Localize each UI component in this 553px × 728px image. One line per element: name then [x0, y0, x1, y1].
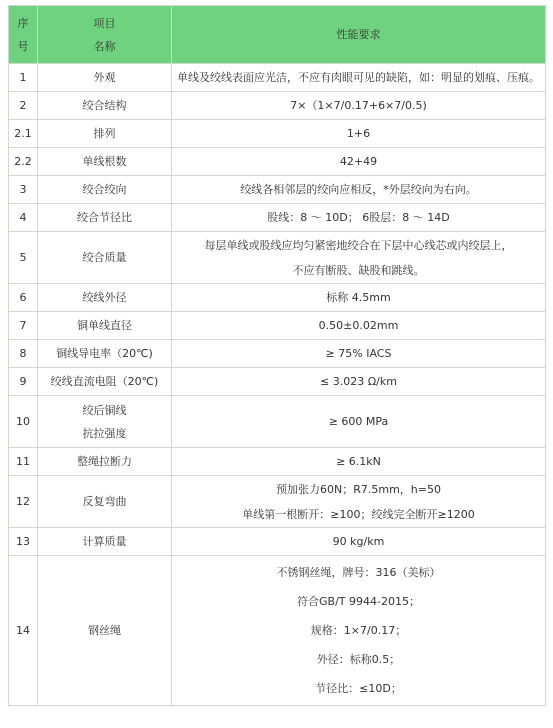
- row-requirement-line: 绞线各相邻层的绞向应相反，*外层绞向为右向。: [240, 183, 477, 196]
- table-body: [9, 64, 546, 706]
- row-requirement-line: 节径比：≤10D；: [315, 682, 402, 695]
- row-item-line: 绞合结构: [82, 99, 127, 112]
- row-requirement-line: 90 kg/km: [332, 535, 385, 548]
- row-requirement-line: ≤ 3.023 Ω/km: [320, 375, 397, 388]
- row-item: [38, 556, 172, 706]
- row-requirement: [172, 448, 546, 476]
- row-item: [38, 448, 172, 476]
- table-row: [9, 448, 546, 476]
- row-item: [38, 312, 172, 340]
- spec-table: [8, 5, 546, 706]
- table-row: [9, 232, 546, 284]
- row-index: 5: [9, 232, 38, 284]
- row-requirement: [172, 396, 546, 448]
- row-item-line: 绞后铜线: [82, 403, 127, 417]
- row-item: [38, 148, 172, 176]
- row-requirement-line: 标称 4.5mm: [326, 291, 391, 304]
- row-index: 11: [9, 448, 38, 476]
- table-row: [9, 176, 546, 204]
- row-requirement-line: 符合GB/T 9944-2015；: [297, 595, 420, 608]
- table-row: [9, 92, 546, 120]
- row-requirement-line: 外径：标称0.5；: [316, 653, 401, 666]
- row-index: 6: [9, 284, 38, 312]
- row-item-line: 单线根数: [82, 155, 127, 168]
- table-row: [9, 120, 546, 148]
- table-row: [9, 148, 546, 176]
- table-row: [9, 312, 546, 340]
- header-index: [9, 6, 38, 64]
- table-row: [9, 368, 546, 396]
- row-index: 9: [9, 368, 38, 396]
- table-row: [9, 340, 546, 368]
- row-index: 4: [9, 204, 38, 232]
- row-index: 7: [9, 312, 38, 340]
- row-index: 14: [9, 556, 38, 706]
- row-requirement: [172, 340, 546, 368]
- row-requirement-line: 不应有断股、缺股和跳线。: [292, 263, 425, 277]
- row-requirement-line: ≥ 75% IACS: [325, 347, 392, 360]
- row-item-line: 绞线外径: [82, 291, 127, 304]
- row-requirement-line: 单线及绞线表面应光洁，不应有肉眼可见的缺陷，如：明显的划痕、压痕。: [177, 71, 540, 84]
- row-requirement-line: 股线：8 ～ 10D； 6股层：8 ～ 14D: [267, 211, 450, 224]
- row-requirement-line: 规格：1×7/0.17；: [310, 624, 407, 637]
- header-item-line: 项目: [93, 16, 116, 30]
- row-item: [38, 528, 172, 556]
- table-row: [9, 284, 546, 312]
- row-item: [38, 284, 172, 312]
- row-item-line: 抗拉强度: [82, 426, 127, 440]
- header-item-line: 名称: [93, 39, 116, 53]
- header-index-line: 序: [17, 16, 29, 30]
- row-index: 13: [9, 528, 38, 556]
- row-requirement-line: 单线第一根断开：≥100；绞线完全断开≥1200: [242, 507, 475, 521]
- row-requirement: [172, 92, 546, 120]
- row-requirement-line: 1+6: [346, 127, 371, 140]
- row-item-line: 绞合绞向: [82, 183, 127, 196]
- row-item: [38, 476, 172, 528]
- row-index: 3: [9, 176, 38, 204]
- row-index: 12: [9, 476, 38, 528]
- row-requirement: [172, 368, 546, 396]
- row-item: [38, 396, 172, 448]
- row-item-line: 反复弯曲: [82, 495, 127, 508]
- row-item: [38, 368, 172, 396]
- row-requirement: [172, 176, 546, 204]
- row-item-line: 钢丝绳: [88, 624, 121, 637]
- table-row: [9, 204, 546, 232]
- header-item: [38, 6, 172, 64]
- row-requirement: [172, 312, 546, 340]
- row-item-line: 铜线导电率（20℃): [56, 347, 153, 360]
- table-row: [9, 528, 546, 556]
- row-item-line: 铜单线直径: [77, 319, 132, 332]
- row-item-line: 计算质量: [82, 535, 127, 548]
- header-index-line: 号: [17, 39, 29, 53]
- row-index: 8: [9, 340, 38, 368]
- table-row: [9, 396, 546, 448]
- row-item: [38, 64, 172, 92]
- row-item-line: 外观: [93, 71, 116, 84]
- row-item: [38, 176, 172, 204]
- row-item-line: 排列: [93, 127, 116, 140]
- row-requirement-line: 7×（1×7/0.17+6×7/0.5): [290, 99, 427, 112]
- row-requirement: [172, 148, 546, 176]
- row-index: 2.2: [9, 148, 38, 176]
- row-requirement: [172, 528, 546, 556]
- row-item-line: 整绳拉断力: [77, 455, 132, 468]
- table-row: [9, 476, 546, 528]
- row-requirement-line: 预加张力60N；R7.5mm，h=50: [276, 482, 441, 496]
- row-item: [38, 232, 172, 284]
- row-item-line: 绞线直流电阻（20℃): [50, 375, 159, 388]
- row-requirement-line: ≥ 6.1kN: [336, 455, 381, 468]
- row-item-line: 绞合质量: [82, 251, 127, 264]
- row-requirement: [172, 232, 546, 284]
- row-item: [38, 204, 172, 232]
- row-requirement: [172, 556, 546, 706]
- row-index: 2.1: [9, 120, 38, 148]
- row-item: [38, 340, 172, 368]
- table-row: [9, 64, 546, 92]
- row-requirement: [172, 284, 546, 312]
- row-requirement: [172, 120, 546, 148]
- row-requirement: [172, 64, 546, 92]
- header-requirement: 性能要求: [172, 6, 546, 64]
- row-item: [38, 120, 172, 148]
- row-requirement-line: 0.50±0.02mm: [318, 319, 399, 332]
- row-requirement-line: ≥ 600 MPa: [328, 415, 389, 428]
- row-index: 2: [9, 92, 38, 120]
- header-row: [9, 6, 546, 64]
- row-requirement-line: 不锈钢丝绳，牌号：316（美标）: [276, 566, 441, 579]
- row-requirement: [172, 476, 546, 528]
- row-index: 1: [9, 64, 38, 92]
- row-item: [38, 92, 172, 120]
- row-requirement-line: 42+49: [339, 155, 378, 168]
- row-index: 10: [9, 396, 38, 448]
- row-requirement-line: 每层单线或股线应均匀紧密地绞合在下层中心线芯或内绞层上，: [204, 238, 513, 252]
- row-requirement: [172, 204, 546, 232]
- table-row: [9, 556, 546, 706]
- row-item-line: 绞合节径比: [77, 211, 132, 224]
